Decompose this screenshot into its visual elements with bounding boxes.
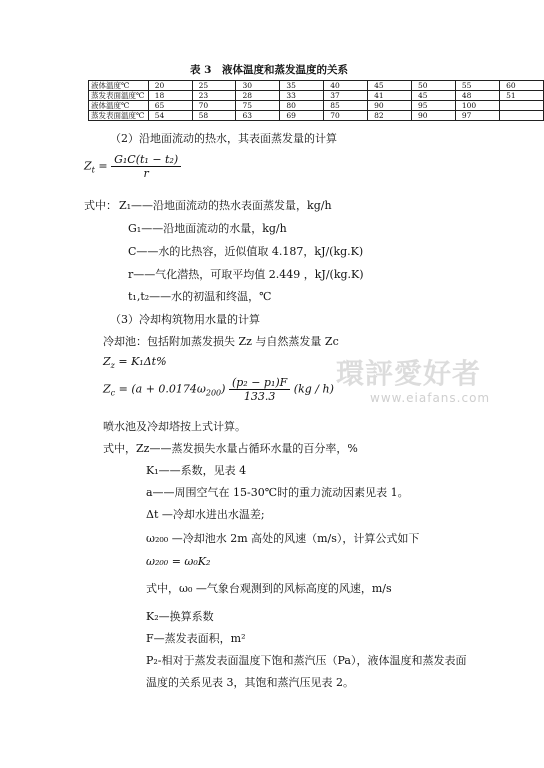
def-r: r——气化潜热，可取平均值 2.449 ，kJ/(kg.K)	[128, 268, 364, 281]
table-row: 蒸发表面温度℃ 18 23 28 33 37 41 45 48 51	[89, 91, 544, 101]
def-dt: Δt —冷却水进出水温差;	[146, 508, 265, 521]
def-p2-line2: 温度的关系见表 3，其饱和蒸汽压见表 2。	[146, 676, 354, 689]
formula-zc: $Z_c = (a + 0.0174\omega_{200})$ $\frac{\text{(p₂ − p₁)F}}{133.3}$ (kg / h)	[103, 376, 334, 403]
def-zz: 式中，Zz——蒸发损失水量占循环水量的百分率，%	[103, 442, 358, 455]
def-c: C——水的比热容，近似值取 4.187，kJ/(kg.K)	[128, 245, 364, 258]
def-p2-line1: P₂-相对于蒸发表面温度下饱和蒸汽压（Pa），液体温度和蒸发表面	[146, 654, 467, 667]
table-3	[88, 80, 544, 121]
def-zt: Z₁——沿地面流动的热水表面蒸发量，kg/h	[119, 199, 332, 212]
spray-line: 喷水池及冷却塔按上式计算。	[103, 420, 246, 433]
section-2-title: （2）沿地面流动的热水，其表面蒸发量的计算	[110, 132, 337, 145]
def-k1: K₁——系数，见表 4	[146, 464, 247, 477]
def-a: a——周围空气在 15-30℃时的重力流动因素见表 1。	[146, 486, 409, 499]
def-k2: K₂—换算系数	[146, 610, 214, 623]
def-g1: G₁——沿地面流动的水量，kg/h	[128, 222, 287, 235]
watermark-url: www.eiafans.com	[370, 391, 491, 405]
where-intro: 式中：	[84, 199, 117, 212]
formula-zt: $Z_t$ = $\frac{\text{G₁C(t₁ − t₂)}}{r}$	[84, 153, 181, 180]
table-caption: 表 3 液体温度和蒸发温度的关系	[190, 64, 348, 76]
pond-line: 冷却池：包括附加蒸发损失 Zz 与自然蒸发量 Zc	[103, 335, 339, 348]
formula-zz: $Z_z = K_1\Delta t\%$	[103, 355, 167, 371]
section-3-title: （3）冷却构筑物用水量的计算	[110, 313, 260, 326]
watermark-logo: 環評愛好者	[336, 357, 482, 390]
def-f: F—蒸发表面积，m²	[146, 632, 246, 645]
def-w200: ω₂₀₀ —冷却池水 2m 高处的风速（m/s），计算公式如下	[146, 532, 420, 545]
table-row: 蒸发表面温度℃ 54 58 63 69 70 82 90 97	[89, 111, 544, 121]
formula-w200: ω₂₀₀ = ω₀K₂	[146, 555, 211, 568]
def-w0: 式中，ω₀ —气象台观测到的风标高度的风速，m/s	[146, 582, 392, 595]
table-row: 液体温度℃ 65 70 75 80 85 90 95 100	[89, 101, 544, 111]
def-t: t₁,t₂——水的初温和终温，℃	[128, 290, 272, 303]
table-row: 液体温度℃ 20 25 30 35 40 45 50 55 60	[89, 81, 544, 91]
